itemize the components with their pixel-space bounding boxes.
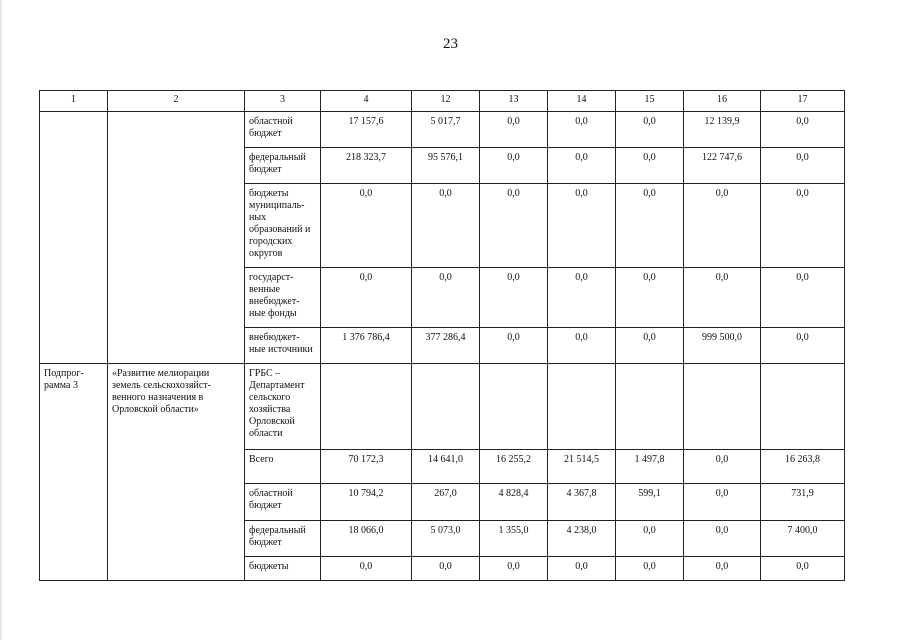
- column-header: 1: [40, 91, 108, 112]
- value-cell: 599,1: [616, 484, 684, 521]
- value-cell: 0,0: [321, 184, 412, 268]
- value-cell: [321, 364, 412, 450]
- value-cell: 0,0: [548, 184, 616, 268]
- value-cell: 4 828,4: [480, 484, 548, 521]
- column-header: 12: [412, 91, 480, 112]
- value-cell: [412, 364, 480, 450]
- funding-source-cell: бюджеты: [245, 557, 321, 581]
- value-cell: 17 157,6: [321, 112, 412, 148]
- value-cell: 0,0: [412, 184, 480, 268]
- value-cell: 1 355,0: [480, 521, 548, 557]
- table-header-row: [40, 91, 845, 112]
- value-cell: 0,0: [412, 268, 480, 328]
- column-header: 17: [761, 91, 845, 112]
- value-cell: 10 794,2: [321, 484, 412, 521]
- value-cell: 0,0: [321, 557, 412, 581]
- value-cell: [684, 364, 761, 450]
- value-cell: 16 255,2: [480, 450, 548, 484]
- funding-source-cell: областной бюджет: [245, 112, 321, 148]
- funding-source-cell: федеральный бюджет: [245, 521, 321, 557]
- value-cell: 999 500,0: [684, 328, 761, 364]
- value-cell: 1 376 786,4: [321, 328, 412, 364]
- value-cell: 12 139,9: [684, 112, 761, 148]
- row-code-cell: Подпрог-рамма 3: [40, 364, 108, 581]
- value-cell: 731,9: [761, 484, 845, 521]
- budget-table: [39, 90, 845, 581]
- row-name-cell: «Развитие мелиорации земель сельскохозяйст-венного назначения в Орловской области»: [108, 364, 245, 581]
- value-cell: 0,0: [684, 184, 761, 268]
- row-name-cell: [108, 112, 245, 364]
- column-header: 15: [616, 91, 684, 112]
- value-cell: 0,0: [616, 112, 684, 148]
- scan-edge: [0, 0, 2, 640]
- value-cell: 0,0: [480, 112, 548, 148]
- value-cell: 0,0: [616, 184, 684, 268]
- value-cell: [761, 364, 845, 450]
- value-cell: 0,0: [548, 148, 616, 184]
- value-cell: 0,0: [480, 184, 548, 268]
- value-cell: [548, 364, 616, 450]
- value-cell: 0,0: [761, 328, 845, 364]
- value-cell: 0,0: [684, 521, 761, 557]
- value-cell: 377 286,4: [412, 328, 480, 364]
- value-cell: 14 641,0: [412, 450, 480, 484]
- value-cell: 0,0: [616, 557, 684, 581]
- value-cell: 0,0: [616, 328, 684, 364]
- value-cell: 0,0: [616, 521, 684, 557]
- column-header: 2: [108, 91, 245, 112]
- table-row: [40, 364, 845, 450]
- value-cell: 70 172,3: [321, 450, 412, 484]
- value-cell: 0,0: [761, 148, 845, 184]
- value-cell: 122 747,6: [684, 148, 761, 184]
- value-cell: 0,0: [616, 148, 684, 184]
- value-cell: 16 263,8: [761, 450, 845, 484]
- funding-source-cell: государст-венные внебюджет-ные фонды: [245, 268, 321, 328]
- table-row: [40, 112, 845, 148]
- funding-source-cell: ГРБС – Департамент сельского хозяйства Орловской области: [245, 364, 321, 450]
- value-cell: 0,0: [321, 268, 412, 328]
- value-cell: 0,0: [412, 557, 480, 581]
- funding-source-cell: областной бюджет: [245, 484, 321, 521]
- value-cell: 0,0: [480, 148, 548, 184]
- value-cell: 0,0: [548, 557, 616, 581]
- value-cell: 0,0: [684, 450, 761, 484]
- value-cell: 0,0: [761, 268, 845, 328]
- value-cell: 4 238,0: [548, 521, 616, 557]
- value-cell: 0,0: [548, 268, 616, 328]
- value-cell: 0,0: [761, 557, 845, 581]
- value-cell: 0,0: [761, 112, 845, 148]
- value-cell: 218 323,7: [321, 148, 412, 184]
- value-cell: [616, 364, 684, 450]
- value-cell: 95 576,1: [412, 148, 480, 184]
- row-code-cell: [40, 112, 108, 364]
- value-cell: 7 400,0: [761, 521, 845, 557]
- funding-source-cell: бюджеты муниципаль-ных образований и городских округов: [245, 184, 321, 268]
- value-cell: 267,0: [412, 484, 480, 521]
- column-header: 13: [480, 91, 548, 112]
- funding-source-cell: внебюджет-ные источники: [245, 328, 321, 364]
- value-cell: 0,0: [616, 268, 684, 328]
- value-cell: 18 066,0: [321, 521, 412, 557]
- value-cell: 0,0: [684, 268, 761, 328]
- column-header: 3: [245, 91, 321, 112]
- value-cell: [480, 364, 548, 450]
- value-cell: 21 514,5: [548, 450, 616, 484]
- value-cell: 0,0: [480, 328, 548, 364]
- value-cell: 0,0: [548, 112, 616, 148]
- page-number: 23: [443, 36, 458, 52]
- column-header: 14: [548, 91, 616, 112]
- value-cell: 0,0: [684, 557, 761, 581]
- value-cell: 1 497,8: [616, 450, 684, 484]
- funding-source-cell: Всего: [245, 450, 321, 484]
- value-cell: 0,0: [480, 268, 548, 328]
- column-header: 16: [684, 91, 761, 112]
- value-cell: 0,0: [761, 184, 845, 268]
- value-cell: 5 017,7: [412, 112, 480, 148]
- value-cell: 0,0: [548, 328, 616, 364]
- value-cell: 4 367,8: [548, 484, 616, 521]
- value-cell: 0,0: [480, 557, 548, 581]
- value-cell: 5 073,0: [412, 521, 480, 557]
- value-cell: 0,0: [684, 484, 761, 521]
- funding-source-cell: федеральный бюджет: [245, 148, 321, 184]
- column-header: 4: [321, 91, 412, 112]
